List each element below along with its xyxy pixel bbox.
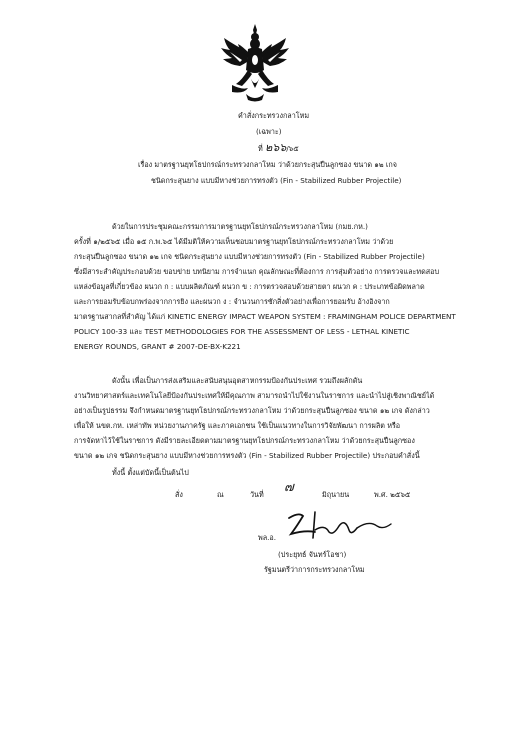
paragraph-1-line: ครั้งที่ ๑/๒๕๖๕ เมื่อ ๑๕ ก.พ.๖๕ ได้มีมติให้ความเห็นชอบมาตรฐานยุทโธปกรณ์กระทรวงกลาโหม ว่าด้วย (74, 237, 394, 246)
special-label: (เฉพาะ) (256, 127, 282, 136)
order-number (258, 143, 299, 154)
paragraph-1-line: มาตรฐานสากลที่สำคัญ ได้แก่ KINETIC ENERGY IMPACT WEAPON SYSTEM : FRAMINGHAM POLICE DEPARTMENT (74, 312, 456, 321)
paragraph-1-line: ซึ่งมีสาระสำคัญประกอบด้วย ขอบข่าย บทนิยาม การจำแนก คุณลักษณะที่ต้องการ การสุ่มตัวอย่าง การตรวจและทดสอบ (74, 267, 440, 276)
order-number-handwritten: ๒๖๖ (265, 141, 287, 154)
ordered-sang: สั่ง (175, 490, 183, 499)
garuda-emblem (218, 22, 292, 104)
paragraph-2-line: อย่างเป็นรูปธรรม จึงกำหนดมาตรฐานยุทโธปกรณ์กระทรวงกลาโหม ว่าด้วยกระสุนปืนลูกซอง ขนาด ๑๒ เกจ ดังกล่าว (74, 406, 430, 415)
paragraph-1-line: กระสุนปืนลูกซอง ขนาด ๑๒ เกจ ชนิดกระสุนยาง แบบมีหางช่วยการทรงตัว (Fin - Stabilized Rubber Projectile) (74, 252, 425, 261)
paragraph-2-line: เพื่อให้ นขต.กห. เหล่าทัพ หน่วยงานภาครัฐ และภาคเอกชน ใช้เป็นแนวทางในการวิจัยพัฒนา การผลิต หรือ (74, 421, 401, 430)
subject-line-1: เรื่อง มาตรฐานยุทโธปกรณ์กระทรวงกลาโหม ว่าด้วยกระสุนปืนลูกซอง ขนาด ๑๒ เกจ (138, 160, 397, 169)
handwritten-signature (285, 508, 395, 544)
signer-position: รัฐมนตรีว่าการกระทรวงกลาโหม (264, 565, 365, 574)
ordered-day-handwritten: ๗ (284, 480, 294, 495)
ordered-na: ณ (217, 490, 224, 499)
order-title: คำสั่งกระทรวงกลาโหม (238, 111, 310, 120)
paragraph-1-line: ด้วยในการประชุมคณะกรรมการมาตรฐานยุทโธปกรณ์กระทรวงกลาโหม (กมย.กห.) (112, 222, 368, 231)
paragraph-2-line: งานวิทยาศาสตร์และเทคโนโลยีป้องกันประเทศให้มีคุณภาพ สามารถนำไปใช้งานในราชการ และนำไปสู่เชิงพาณิชย์ได้ (74, 391, 435, 400)
paragraph-1-line: และการยอมรับข้อบกพร่องจากการยิง และผนวก ง : จำนวนการชักสิ่งตัวอย่างเพื่อการยอมรับ อ้างอิงจาก (74, 297, 390, 306)
paragraph-1-line: แหล่งข้อมูลที่เกี่ยวข้อง ผนวก ก : แบบผลิตภัณฑ์ ผนวก ข : การตรวจสอบด้วยสายตา ผนวก ค : ประเภทข้อผิดพลาด (74, 282, 425, 291)
signer-rank: พล.อ. (258, 533, 277, 542)
ordered-year: พ.ศ. ๒๕๖๕ (374, 490, 411, 499)
paragraph-2-line: การจัดหาไว้ใช้ในราชการ ดังมีรายละเอียดตามมาตรฐานยุทโธปกรณ์กระทรวงกลาโหม ว่าด้วยกระสุนปืนลูกซอง (74, 436, 415, 445)
ordered-month: มิถุนายน (322, 490, 350, 499)
paragraph-2-line: ขนาด ๑๒ เกจ ชนิดกระสุนยาง แบบมีหางช่วยการทรงตัว (Fin - Stabilized Rubber Projectile) ประกอบคำสั่งนี้ (74, 451, 420, 460)
effective-clause: ทั้งนี้ ตั้งแต่บัดนี้เป็นต้นไป (112, 468, 189, 477)
paragraph-1-line: POLICY 100-33 และ TEST METHODOLOGIES FOR THE ASSESSMENT OF LESS - LETHAL KINETIC (74, 327, 410, 336)
signer-name: (ประยุทธ์ จันทร์โอชา) (278, 550, 347, 559)
order-number-prefix: ที่ (258, 144, 263, 153)
paragraph-1-line: ENERGY ROUNDS, GRANT # 2007-DE-BX-K221 (74, 342, 241, 351)
paragraph-2-line: ดังนั้น เพื่อเป็นการส่งเสริมและสนับสนุนอุตสาหกรรมป้องกันประเทศ รวมถึงผลักดัน (112, 376, 363, 385)
subject-line-2: ชนิดกระสุนยาง แบบมีหางช่วยการทรงตัว (Fin - Stabilized Rubber Projectile) (151, 176, 402, 185)
ordered-wanthi: วันที่ (250, 490, 264, 499)
order-number-suffix: /๖๕ (286, 144, 299, 153)
